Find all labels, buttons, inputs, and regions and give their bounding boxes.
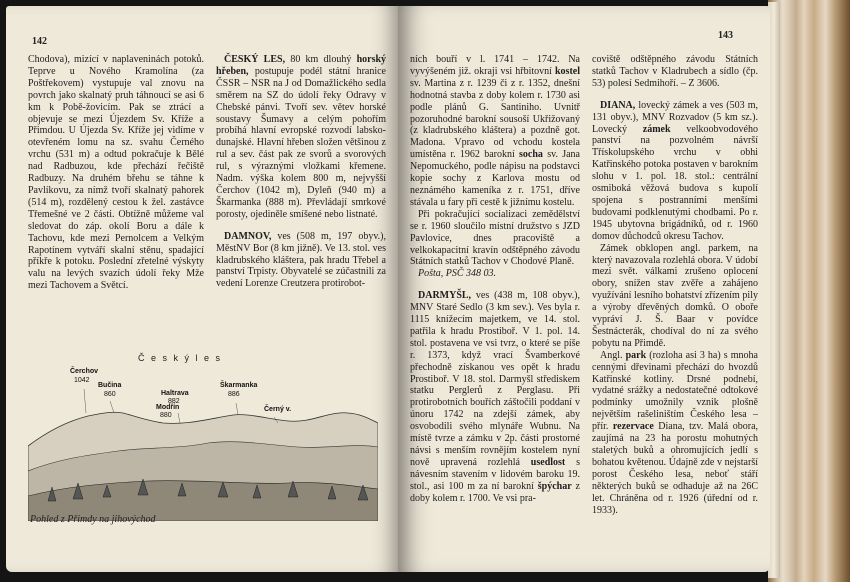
entry-diana bbox=[592, 100, 758, 243]
bold-usedlost: usedlost bbox=[530, 456, 566, 468]
text: ves (438 m, 108 obyv.), MNV Staré Sedlo (3 km sev.). Ves byla r. 1115 knížecím majetkem, ve 14. stol. patřila k hradu Prostiboř. V 1. pol. 14. stol. postavena ve vsi tvrz, o které se píše r. 1373, když vrací Švamberkové přechodně získanou ves opět k hradu Prostiboř. V 18. stol. Darmyšl střediskem statku Perglerů z Perglasu. Při protirobotních bouřích záštočili poddaní v únoru 1742 na zdejší zámek, aby osvobodili svého mlynáře Wubnu. Na místě tvrze a zámku v 2p. části prostorné návsi s menším rovnějím kostelem nyní nově upravená rozlehlá bbox=[410, 290, 580, 468]
entry-title-damnov: DAMNOV, bbox=[224, 230, 272, 242]
entry-bold-hrbet: horský hřeben, bbox=[216, 54, 387, 77]
page-number-right: 143 bbox=[718, 30, 733, 41]
entry-text-damnov: ves (508 m, 197 obyv.), MěstNV Bor (8 km jižně). Ve 13. stol. ves kladrubského kláštera, pak hradu Třebel a panství Trpisty. Obyvatelé se zúčastnili za vedení Lorenze Creutzera protirobot- bbox=[216, 230, 386, 290]
mountain-illustration bbox=[28, 351, 378, 521]
bold-rezervace: rezervace bbox=[612, 421, 654, 433]
post-text: Pošta, PSČ 348 03. bbox=[418, 268, 497, 280]
right-column-2 bbox=[592, 54, 758, 516]
left-page bbox=[6, 6, 398, 572]
entry-damnov bbox=[216, 231, 386, 291]
text: velkoobvodového panství na pozvolném návrší Třískolupského vrchu v obhi Katřinského potoka postaven v barokním slohu v 1. pol. 18. stol.: centrální osmiboká věžová budova s kupolí spojena s postranními menšími budovami podklenutými chodbami. Po r. 1945 ubytovna brigádníků, od r. 1960 domov důchodců okresu Tachov. bbox=[592, 123, 758, 242]
entry-text: 80 km dlouhý bbox=[285, 54, 357, 65]
entry-darmysl bbox=[410, 290, 580, 504]
page-edges bbox=[768, 0, 850, 582]
text: Angl. bbox=[600, 349, 626, 361]
text: (rozloha asi 3 ha) s mnoha cennými dřevinami přechází do hvozdů Katřinské kotliny. Drsné podnebí, vydatné srážky a nedostatečné odtokové podmínky umožnily vznik plošně největším rašeliništím Českého lesa – přír. bbox=[592, 349, 758, 433]
entry-text-cesky-les: postupuje podél státní hranice ČSSR – NSR na J od Domažlického sedla směrem na SZ do údolí řeky Odravy v Chebské pánvi. Tvoří sev. větev horské soustavy Šumavy a celým pohořím probíhá hlavní evropské rozvodí labsko-dunajské. Hlavní hřeben složen většinou z rul a sev. část pak ze svorů a svorových rul, s výraznými vložkami křemene. Nadm. výška kolem 800 m, nejvyšší Čerchov (1042 m), Dyleň (940 m) a Škarmanka (888 m). Převládají smrkové porosty, ojediněle smíšené nebo listnaté. bbox=[216, 65, 386, 220]
text: z doby kolem r. 1700. Ve vsi pra- bbox=[410, 480, 580, 504]
peak-height-haltrava: 882 bbox=[168, 398, 180, 405]
text: lovecký zámek a ves (503 m, 131 obyv.), MNV Rozvadov (5 km sz.). Lovecký bbox=[592, 99, 758, 135]
paragraph-coviste: coviště odštěpného závodu Státních statků Tachov v Kladrubech a sídlo (čp. 53) polesí Sedmihoří. – Z 3606. bbox=[592, 54, 758, 89]
peak-name-cerchov: Čerchov bbox=[70, 368, 99, 375]
bold-kostel: kostel bbox=[555, 65, 580, 77]
text: sv. Jana Nepomuckého, podle nápisu na podstavci kopie sochy z Karlova mostu od neznámého kameníka z r. 1751, dříve stávala u fary při cestě k jižnímu kostelu. bbox=[410, 149, 580, 208]
peak-name-bucina: Bučina bbox=[98, 382, 122, 389]
right-page bbox=[398, 6, 770, 572]
post-info bbox=[410, 268, 580, 280]
entry-title-cesky-les: ČESKÝ LES, bbox=[224, 54, 286, 65]
paragraph-damnov-cont bbox=[410, 54, 580, 209]
text: s návesním stavením v lidovém baroku 19. stol., asi 100 m za ní barokní bbox=[410, 456, 580, 492]
bold-spychar: špýchar bbox=[537, 480, 572, 492]
peak-height-cerchov: 1042 bbox=[74, 377, 90, 384]
peak-height-bucina: 860 bbox=[104, 391, 116, 398]
peak-name-modrin: Modřín bbox=[156, 404, 180, 411]
region-label: Č e s k ý l e s bbox=[138, 353, 223, 363]
paragraph-park bbox=[592, 350, 758, 517]
bold-socha: socha bbox=[519, 149, 543, 161]
peak-name-cerny-vrch: Černý v. bbox=[264, 406, 292, 413]
paragraph-zamek-obklopen: Zámek obklopen angl. parkem, na který navazovala rozlehlá obora. V údobí mezi svět. válkami zrušeno oplocení obory, snížen stav zvěře a zahájeno využívání lesního bohatství zřízením pily a výroby dřevěných domků. O oboře vypráví J. Š. Baar v povídce Šestnácterák, chodíval do ní za svého pobytu na Přimdě. bbox=[592, 242, 758, 349]
right-column-1 bbox=[410, 54, 580, 505]
peak-name-skarmanka: Škarmanka bbox=[220, 382, 258, 389]
bold-zamek: zámek bbox=[642, 123, 671, 135]
illustration-caption: Pohled z Přimdy na jihovýchod bbox=[30, 514, 156, 525]
text: Diana, tzv. Malá obora, zaujímá na 23 ha porostu mohutných staletých buků a ohromujících jedlí s bohatou květenou. Údajně zde v nejstarší porost Českého lesa, neboť stáří některých buků se odhaduje až na 26C let. Chráněna od r. 1926 (úřední od r. 1933). bbox=[592, 421, 759, 516]
text: ních bouří v l. 1741 – 1742. Na vyvýšeném již. okraji vsi hřbitovní bbox=[410, 54, 580, 77]
paragraph-chodova: Chodova), mizící v naplaveninách potoků. Teprve u Nového Kramolína (za Poštřekovem) vystupuje val znovu na povrch jako skalnatý pruh táhnoucí se asi 6 km k Pobě-žovicím. Pak se ztrácí a objevuje se mezi Újezdem Sv. Kříže a Přimdou. U Újezda Sv. Kříže jej vidíme v otevřeném lomu na sz. svahu Černého vrchu (531 m) a odtud pokračuje k Bělé nad Radbuzou, kde přechází řečiště Radbuzy. Na druhém břehu se táhne k Pavlíkovu, za nímž tvoří skalnatý pahorek (514 m), rozdělený cestou k žel. zastávce Třemešné ve 2 části. Obtížně můžeme val sledovat do záp. okolí Boru a dále k Tachovu, kde mezi Pernolcem a Velkým Rapotínem vytváří skalní stěnu, spadající příkře k potoku. Poslední zřetelné výskyty valu na levých svazích údolí řeky Mže mezi Tachovem a Světcí. bbox=[28, 54, 204, 292]
text: sv. Martina z r. 1239 či z r. 1352, dnešní hodnotná stavba z doby kolem r. 1730 asi podle plánů G. Santiniho. Uvnitř pozoruhodné barokní sousoší Ukřižovaný (z kladrubského kláštera) a pozdně got. Madona. Vpravo od vchodu kostela umístěna r. 1962 barokní bbox=[410, 77, 580, 161]
entry-cesky-les bbox=[216, 54, 386, 221]
left-column-1 bbox=[28, 54, 204, 292]
peak-height-skarmanka: 886 bbox=[228, 391, 240, 398]
paragraph-socializace: Při pokračující socializaci zemědělství se r. 1960 sloučilo místní družstvo s JZD Pavlovice, dnes pracoviště a velkokapacitní kravín odštěpného závodu Státních statků Tachov v Chodové Planě. bbox=[410, 208, 580, 268]
left-column-2 bbox=[216, 54, 386, 290]
peak-name-haltrava: Haltrava bbox=[161, 390, 189, 397]
bold-park: park bbox=[625, 349, 647, 361]
entry-title-darmysl: DARMYŠL, bbox=[418, 290, 472, 302]
peak-height-modrin: 880 bbox=[160, 412, 172, 419]
entry-title-diana: DIANA, bbox=[600, 99, 636, 111]
page-number-left: 142 bbox=[32, 36, 47, 47]
